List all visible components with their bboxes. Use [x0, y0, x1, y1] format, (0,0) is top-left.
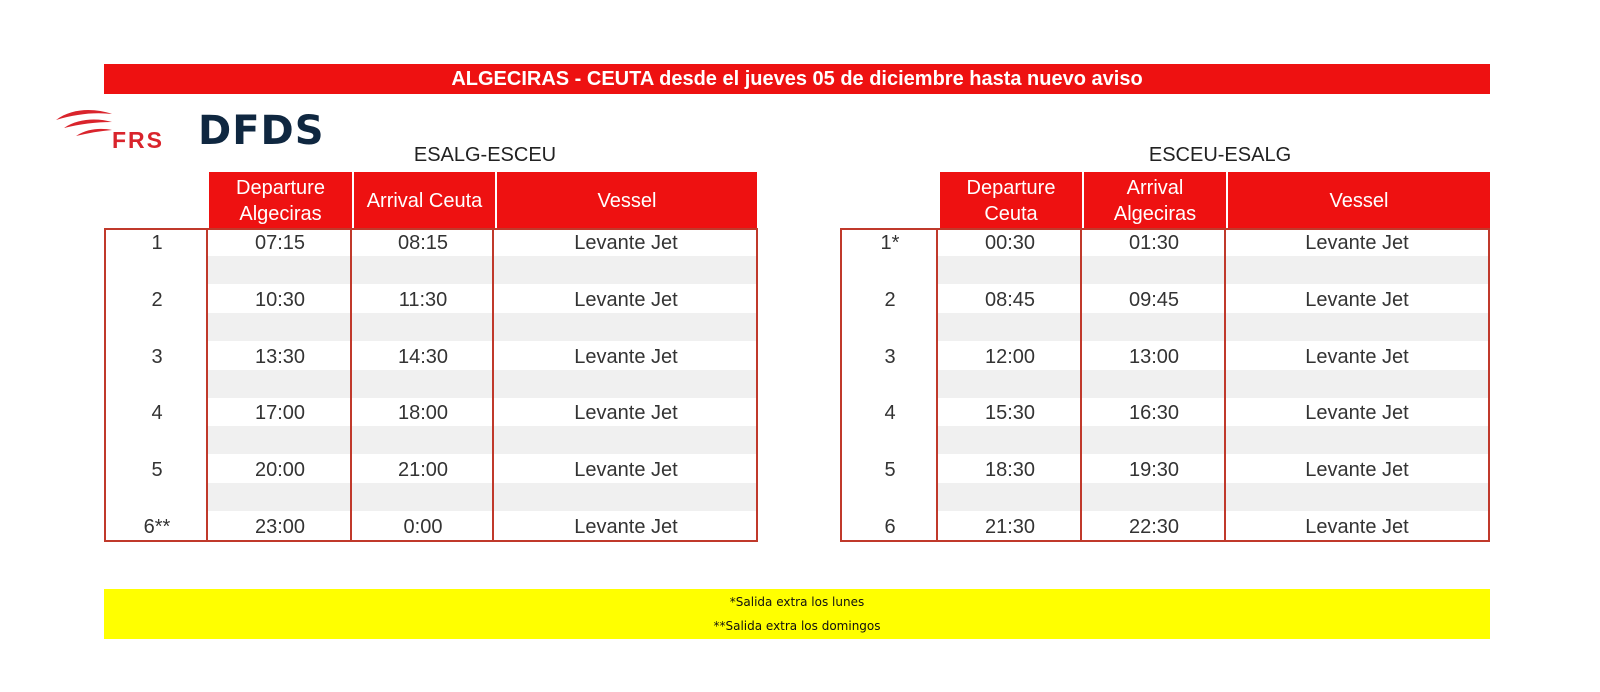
row-spacer [938, 370, 1488, 398]
trip-number-cell: 2 [151, 289, 163, 311]
departure-time-cell: 21:30 [984, 516, 1036, 538]
trip-number-cell: 6** [143, 516, 171, 538]
trip-number-cell: 5 [151, 459, 163, 481]
vessel-cell: Levante Jet [1305, 459, 1409, 481]
column-divider [492, 230, 494, 540]
row-spacer [208, 370, 756, 398]
vessel-cell: Levante Jet [574, 289, 678, 311]
trip-number-cell: 3 [151, 346, 163, 368]
trip-number-cell: 3 [884, 346, 896, 368]
column-divider [206, 230, 208, 540]
row-spacer [208, 483, 756, 511]
header-vessel: Vessel [495, 172, 757, 229]
arrival-time-cell: 08:15 [397, 232, 449, 254]
arrival-time-cell: 09:45 [1128, 289, 1180, 311]
departure-time-cell: 15:30 [984, 402, 1036, 424]
vessel-cell: Levante Jet [1305, 232, 1409, 254]
row-spacer [208, 426, 756, 454]
arrival-time-cell: 22:30 [1128, 516, 1180, 538]
departure-time-cell: 13:30 [254, 346, 306, 368]
vessel-cell: Levante Jet [574, 232, 678, 254]
vessel-cell: Levante Jet [1305, 516, 1409, 538]
arrival-time-cell: 13:00 [1128, 346, 1180, 368]
departure-time-cell: 10:30 [254, 289, 306, 311]
departure-time-cell: 12:00 [984, 346, 1036, 368]
vessel-cell: Levante Jet [574, 516, 678, 538]
frs-wave-icon [54, 100, 114, 150]
vessel-cell: Levante Jet [1305, 289, 1409, 311]
column-divider [936, 230, 938, 540]
schedule-table-esceu-esalg [840, 228, 1490, 542]
row-spacer [938, 483, 1488, 511]
frs-logo [54, 100, 184, 156]
trip-number-cell: 4 [884, 402, 896, 424]
column-divider [350, 230, 352, 540]
header-vessel: Vessel [1226, 172, 1490, 229]
header-arrival-algeciras: Arrival Algeciras [1082, 172, 1226, 229]
arrival-time-cell: 0:00 [403, 516, 443, 538]
arrival-time-cell: 21:00 [397, 459, 449, 481]
vessel-cell: Levante Jet [574, 346, 678, 368]
header-departure-algeciras: Departure Algeciras [207, 172, 352, 229]
schedule-table-esalg-esceu [104, 228, 758, 542]
trip-number-cell: 4 [151, 402, 163, 424]
route-title-esceu-esalg: ESCEU-ESALG [1148, 144, 1292, 166]
vessel-cell: Levante Jet [1305, 402, 1409, 424]
header-arrival-ceuta: Arrival Ceuta [352, 172, 495, 229]
row-spacer [938, 256, 1488, 284]
frs-logo-text: FRS [112, 127, 164, 153]
column-divider [1224, 230, 1226, 540]
vessel-cell: Levante Jet [574, 459, 678, 481]
trip-number-cell: 5 [884, 459, 896, 481]
row-spacer [938, 313, 1488, 341]
vessel-cell: Levante Jet [574, 402, 678, 424]
vessel-cell: Levante Jet [1305, 346, 1409, 368]
arrival-time-cell: 01:30 [1128, 232, 1180, 254]
footnote-monday: *Salida extra los lunes [729, 595, 865, 609]
trip-number-cell: 1* [880, 232, 900, 254]
departure-time-cell: 07:15 [254, 232, 306, 254]
arrival-time-cell: 19:30 [1128, 459, 1180, 481]
dfds-logo: DFDS [198, 108, 325, 154]
arrival-time-cell: 18:00 [397, 402, 449, 424]
arrival-time-cell: 16:30 [1128, 402, 1180, 424]
departure-time-cell: 08:45 [984, 289, 1036, 311]
arrival-time-cell: 11:30 [398, 289, 448, 311]
trip-number-cell: 1 [151, 232, 163, 254]
row-spacer [938, 426, 1488, 454]
trip-number-cell: 6 [884, 516, 896, 538]
row-spacer [208, 313, 756, 341]
departure-time-cell: 23:00 [254, 516, 306, 538]
schedule-title-banner: ALGECIRAS - CEUTA desde el jueves 05 de diciembre hasta nuevo aviso [104, 64, 1490, 94]
departure-time-cell: 17:00 [254, 402, 306, 424]
column-divider [1080, 230, 1082, 540]
footnote-banner [104, 589, 1490, 639]
departure-time-cell: 00:30 [984, 232, 1036, 254]
footnote-sunday: **Salida extra los domingos [713, 619, 881, 633]
header-departure-ceuta: Departure Ceuta [938, 172, 1082, 229]
route-title-esalg-esceu: ESALG-ESCEU [413, 144, 557, 166]
departure-time-cell: 20:00 [254, 459, 306, 481]
row-spacer [208, 256, 756, 284]
departure-time-cell: 18:30 [984, 459, 1036, 481]
arrival-time-cell: 14:30 [397, 346, 449, 368]
trip-number-cell: 2 [884, 289, 896, 311]
